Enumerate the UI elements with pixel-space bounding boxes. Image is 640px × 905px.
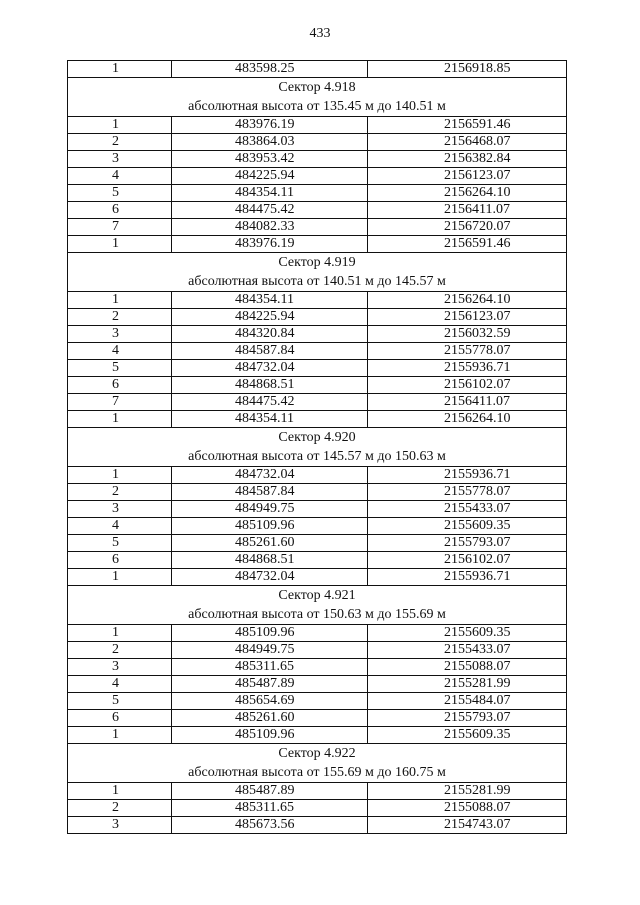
y-coordinate-cell: 2155609.35 <box>368 518 567 535</box>
sector-title: Сектор 4.922 <box>278 746 356 761</box>
x-coordinate-cell: 484949.75 <box>172 501 368 518</box>
sector-title: Сектор 4.918 <box>278 80 356 95</box>
point-number-cell: 1 <box>68 236 172 253</box>
table-row <box>68 484 567 501</box>
table-row <box>68 185 567 202</box>
x-coordinate-cell: 485109.96 <box>172 625 368 642</box>
x-coordinate-cell: 485654.69 <box>172 693 368 710</box>
sector-elevation-range: абсолютная высота от 135.45 м до 140.51 м <box>188 99 446 114</box>
point-number-cell: 7 <box>68 394 172 411</box>
table-row <box>68 569 567 586</box>
y-coordinate-cell: 2156411.07 <box>368 394 567 411</box>
point-number-cell: 6 <box>68 377 172 394</box>
table-row <box>68 151 567 168</box>
y-coordinate-cell: 2156102.07 <box>368 552 567 569</box>
point-number-cell: 5 <box>68 693 172 710</box>
x-coordinate-cell: 484354.11 <box>172 185 368 202</box>
point-number-cell: 1 <box>68 411 172 428</box>
y-coordinate-cell: 2155609.35 <box>368 727 567 744</box>
x-coordinate-cell: 485487.89 <box>172 783 368 800</box>
table-row <box>68 817 567 834</box>
point-number-cell: 6 <box>68 710 172 727</box>
table-row <box>68 693 567 710</box>
point-number-cell: 1 <box>68 292 172 309</box>
point-number-cell: 5 <box>68 185 172 202</box>
y-coordinate-cell: 2156102.07 <box>368 377 567 394</box>
table-row <box>68 236 567 253</box>
y-coordinate-cell: 2155778.07 <box>368 343 567 360</box>
y-coordinate-cell: 2156468.07 <box>368 134 567 151</box>
table-row <box>68 642 567 659</box>
table-row <box>68 360 567 377</box>
table-row <box>68 202 567 219</box>
x-coordinate-cell: 484732.04 <box>172 360 368 377</box>
y-coordinate-cell: 2156264.10 <box>368 292 567 309</box>
x-coordinate-cell: 484475.42 <box>172 394 368 411</box>
x-coordinate-cell: 484587.84 <box>172 343 368 360</box>
table-row <box>68 800 567 817</box>
y-coordinate-cell: 2156123.07 <box>368 168 567 185</box>
point-number-cell: 1 <box>68 569 172 586</box>
table-row <box>68 535 567 552</box>
x-coordinate-cell: 484868.51 <box>172 552 368 569</box>
table-row <box>68 134 567 151</box>
point-number-cell: 2 <box>68 642 172 659</box>
table-row <box>68 292 567 309</box>
y-coordinate-cell: 2155433.07 <box>368 501 567 518</box>
y-coordinate-cell: 2156591.46 <box>368 117 567 134</box>
point-number-cell: 1 <box>68 467 172 484</box>
point-number-cell: 1 <box>68 117 172 134</box>
sector-header <box>68 744 567 783</box>
point-number-cell: 3 <box>68 501 172 518</box>
sector-elevation-range: абсолютная высота от 150.63 м до 155.69 м <box>188 607 446 622</box>
table-row <box>68 518 567 535</box>
x-coordinate-cell: 483953.42 <box>172 151 368 168</box>
x-coordinate-cell: 484949.75 <box>172 642 368 659</box>
x-coordinate-cell: 484082.33 <box>172 219 368 236</box>
coordinates-table <box>67 60 567 834</box>
point-number-cell: 1 <box>68 727 172 744</box>
y-coordinate-cell: 2155778.07 <box>368 484 567 501</box>
sector-header-row <box>68 428 567 467</box>
x-coordinate-cell: 484732.04 <box>172 467 368 484</box>
point-number-cell: 4 <box>68 168 172 185</box>
sector-title: Сектор 4.919 <box>278 255 356 270</box>
point-number-cell: 5 <box>68 535 172 552</box>
point-number-cell: 4 <box>68 518 172 535</box>
y-coordinate-cell: 2156720.07 <box>368 219 567 236</box>
x-coordinate-cell: 485311.65 <box>172 800 368 817</box>
x-coordinate-cell: 484320.84 <box>172 326 368 343</box>
x-coordinate-cell: 484225.94 <box>172 168 368 185</box>
y-coordinate-cell: 2155609.35 <box>368 625 567 642</box>
table-row <box>68 501 567 518</box>
x-coordinate-cell: 483864.03 <box>172 134 368 151</box>
sector-header-row <box>68 744 567 783</box>
y-coordinate-cell: 2156591.46 <box>368 236 567 253</box>
sector-header <box>68 253 567 292</box>
point-number-cell: 1 <box>68 61 172 78</box>
y-coordinate-cell: 2156411.07 <box>368 202 567 219</box>
x-coordinate-cell: 485487.89 <box>172 676 368 693</box>
x-coordinate-cell: 483976.19 <box>172 236 368 253</box>
table-row <box>68 309 567 326</box>
table-row <box>68 676 567 693</box>
table-row <box>68 625 567 642</box>
coordinates-table-wrapper <box>67 60 566 834</box>
x-coordinate-cell: 485311.65 <box>172 659 368 676</box>
table-row <box>68 394 567 411</box>
x-coordinate-cell: 484868.51 <box>172 377 368 394</box>
point-number-cell: 3 <box>68 817 172 834</box>
sector-elevation-range: абсолютная высота от 155.69 м до 160.75 м <box>188 765 446 780</box>
table-row <box>68 710 567 727</box>
x-coordinate-cell: 484732.04 <box>172 569 368 586</box>
table-row <box>68 377 567 394</box>
table-row <box>68 219 567 236</box>
x-coordinate-cell: 484475.42 <box>172 202 368 219</box>
point-number-cell: 4 <box>68 676 172 693</box>
table-row <box>68 411 567 428</box>
y-coordinate-cell: 2156918.85 <box>368 61 567 78</box>
page-number: 433 <box>309 26 331 41</box>
table-row <box>68 61 567 78</box>
x-coordinate-cell: 485673.56 <box>172 817 368 834</box>
x-coordinate-cell: 483598.25 <box>172 61 368 78</box>
x-coordinate-cell: 485261.60 <box>172 710 368 727</box>
y-coordinate-cell: 2155936.71 <box>368 569 567 586</box>
table-row <box>68 552 567 569</box>
coordinates-table-body <box>68 61 567 834</box>
table-row <box>68 467 567 484</box>
point-number-cell: 3 <box>68 151 172 168</box>
table-row <box>68 343 567 360</box>
sector-elevation-range: абсолютная высота от 145.57 м до 150.63 м <box>188 449 446 464</box>
sector-header-row <box>68 253 567 292</box>
point-number-cell: 1 <box>68 625 172 642</box>
point-number-cell: 3 <box>68 326 172 343</box>
point-number-cell: 2 <box>68 484 172 501</box>
sector-title: Сектор 4.920 <box>278 430 356 445</box>
x-coordinate-cell: 484225.94 <box>172 309 368 326</box>
x-coordinate-cell: 484354.11 <box>172 411 368 428</box>
sector-header-row <box>68 586 567 625</box>
y-coordinate-cell: 2155281.99 <box>368 783 567 800</box>
sector-title: Сектор 4.921 <box>278 588 356 603</box>
y-coordinate-cell: 2155484.07 <box>368 693 567 710</box>
sector-elevation-range: абсолютная высота от 140.51 м до 145.57 м <box>188 274 446 289</box>
x-coordinate-cell: 485109.96 <box>172 727 368 744</box>
y-coordinate-cell: 2155088.07 <box>368 659 567 676</box>
point-number-cell: 2 <box>68 134 172 151</box>
y-coordinate-cell: 2155281.99 <box>368 676 567 693</box>
y-coordinate-cell: 2156264.10 <box>368 411 567 428</box>
x-coordinate-cell: 485109.96 <box>172 518 368 535</box>
point-number-cell: 3 <box>68 659 172 676</box>
point-number-cell: 5 <box>68 360 172 377</box>
point-number-cell: 2 <box>68 309 172 326</box>
table-row <box>68 168 567 185</box>
y-coordinate-cell: 2155088.07 <box>368 800 567 817</box>
point-number-cell: 4 <box>68 343 172 360</box>
sector-header-row <box>68 78 567 117</box>
table-row <box>68 326 567 343</box>
table-row <box>68 783 567 800</box>
y-coordinate-cell: 2155793.07 <box>368 535 567 552</box>
point-number-cell: 7 <box>68 219 172 236</box>
x-coordinate-cell: 485261.60 <box>172 535 368 552</box>
y-coordinate-cell: 2154743.07 <box>368 817 567 834</box>
y-coordinate-cell: 2155936.71 <box>368 467 567 484</box>
y-coordinate-cell: 2155793.07 <box>368 710 567 727</box>
table-row <box>68 659 567 676</box>
x-coordinate-cell: 483976.19 <box>172 117 368 134</box>
x-coordinate-cell: 484587.84 <box>172 484 368 501</box>
sector-header <box>68 78 567 117</box>
y-coordinate-cell: 2156032.59 <box>368 326 567 343</box>
table-row <box>68 117 567 134</box>
y-coordinate-cell: 2156382.84 <box>368 151 567 168</box>
y-coordinate-cell: 2156264.10 <box>368 185 567 202</box>
sector-header <box>68 428 567 467</box>
y-coordinate-cell: 2155433.07 <box>368 642 567 659</box>
x-coordinate-cell: 484354.11 <box>172 292 368 309</box>
y-coordinate-cell: 2156123.07 <box>368 309 567 326</box>
sector-header <box>68 586 567 625</box>
table-row <box>68 727 567 744</box>
point-number-cell: 6 <box>68 552 172 569</box>
point-number-cell: 6 <box>68 202 172 219</box>
y-coordinate-cell: 2155936.71 <box>368 360 567 377</box>
point-number-cell: 1 <box>68 783 172 800</box>
point-number-cell: 2 <box>68 800 172 817</box>
